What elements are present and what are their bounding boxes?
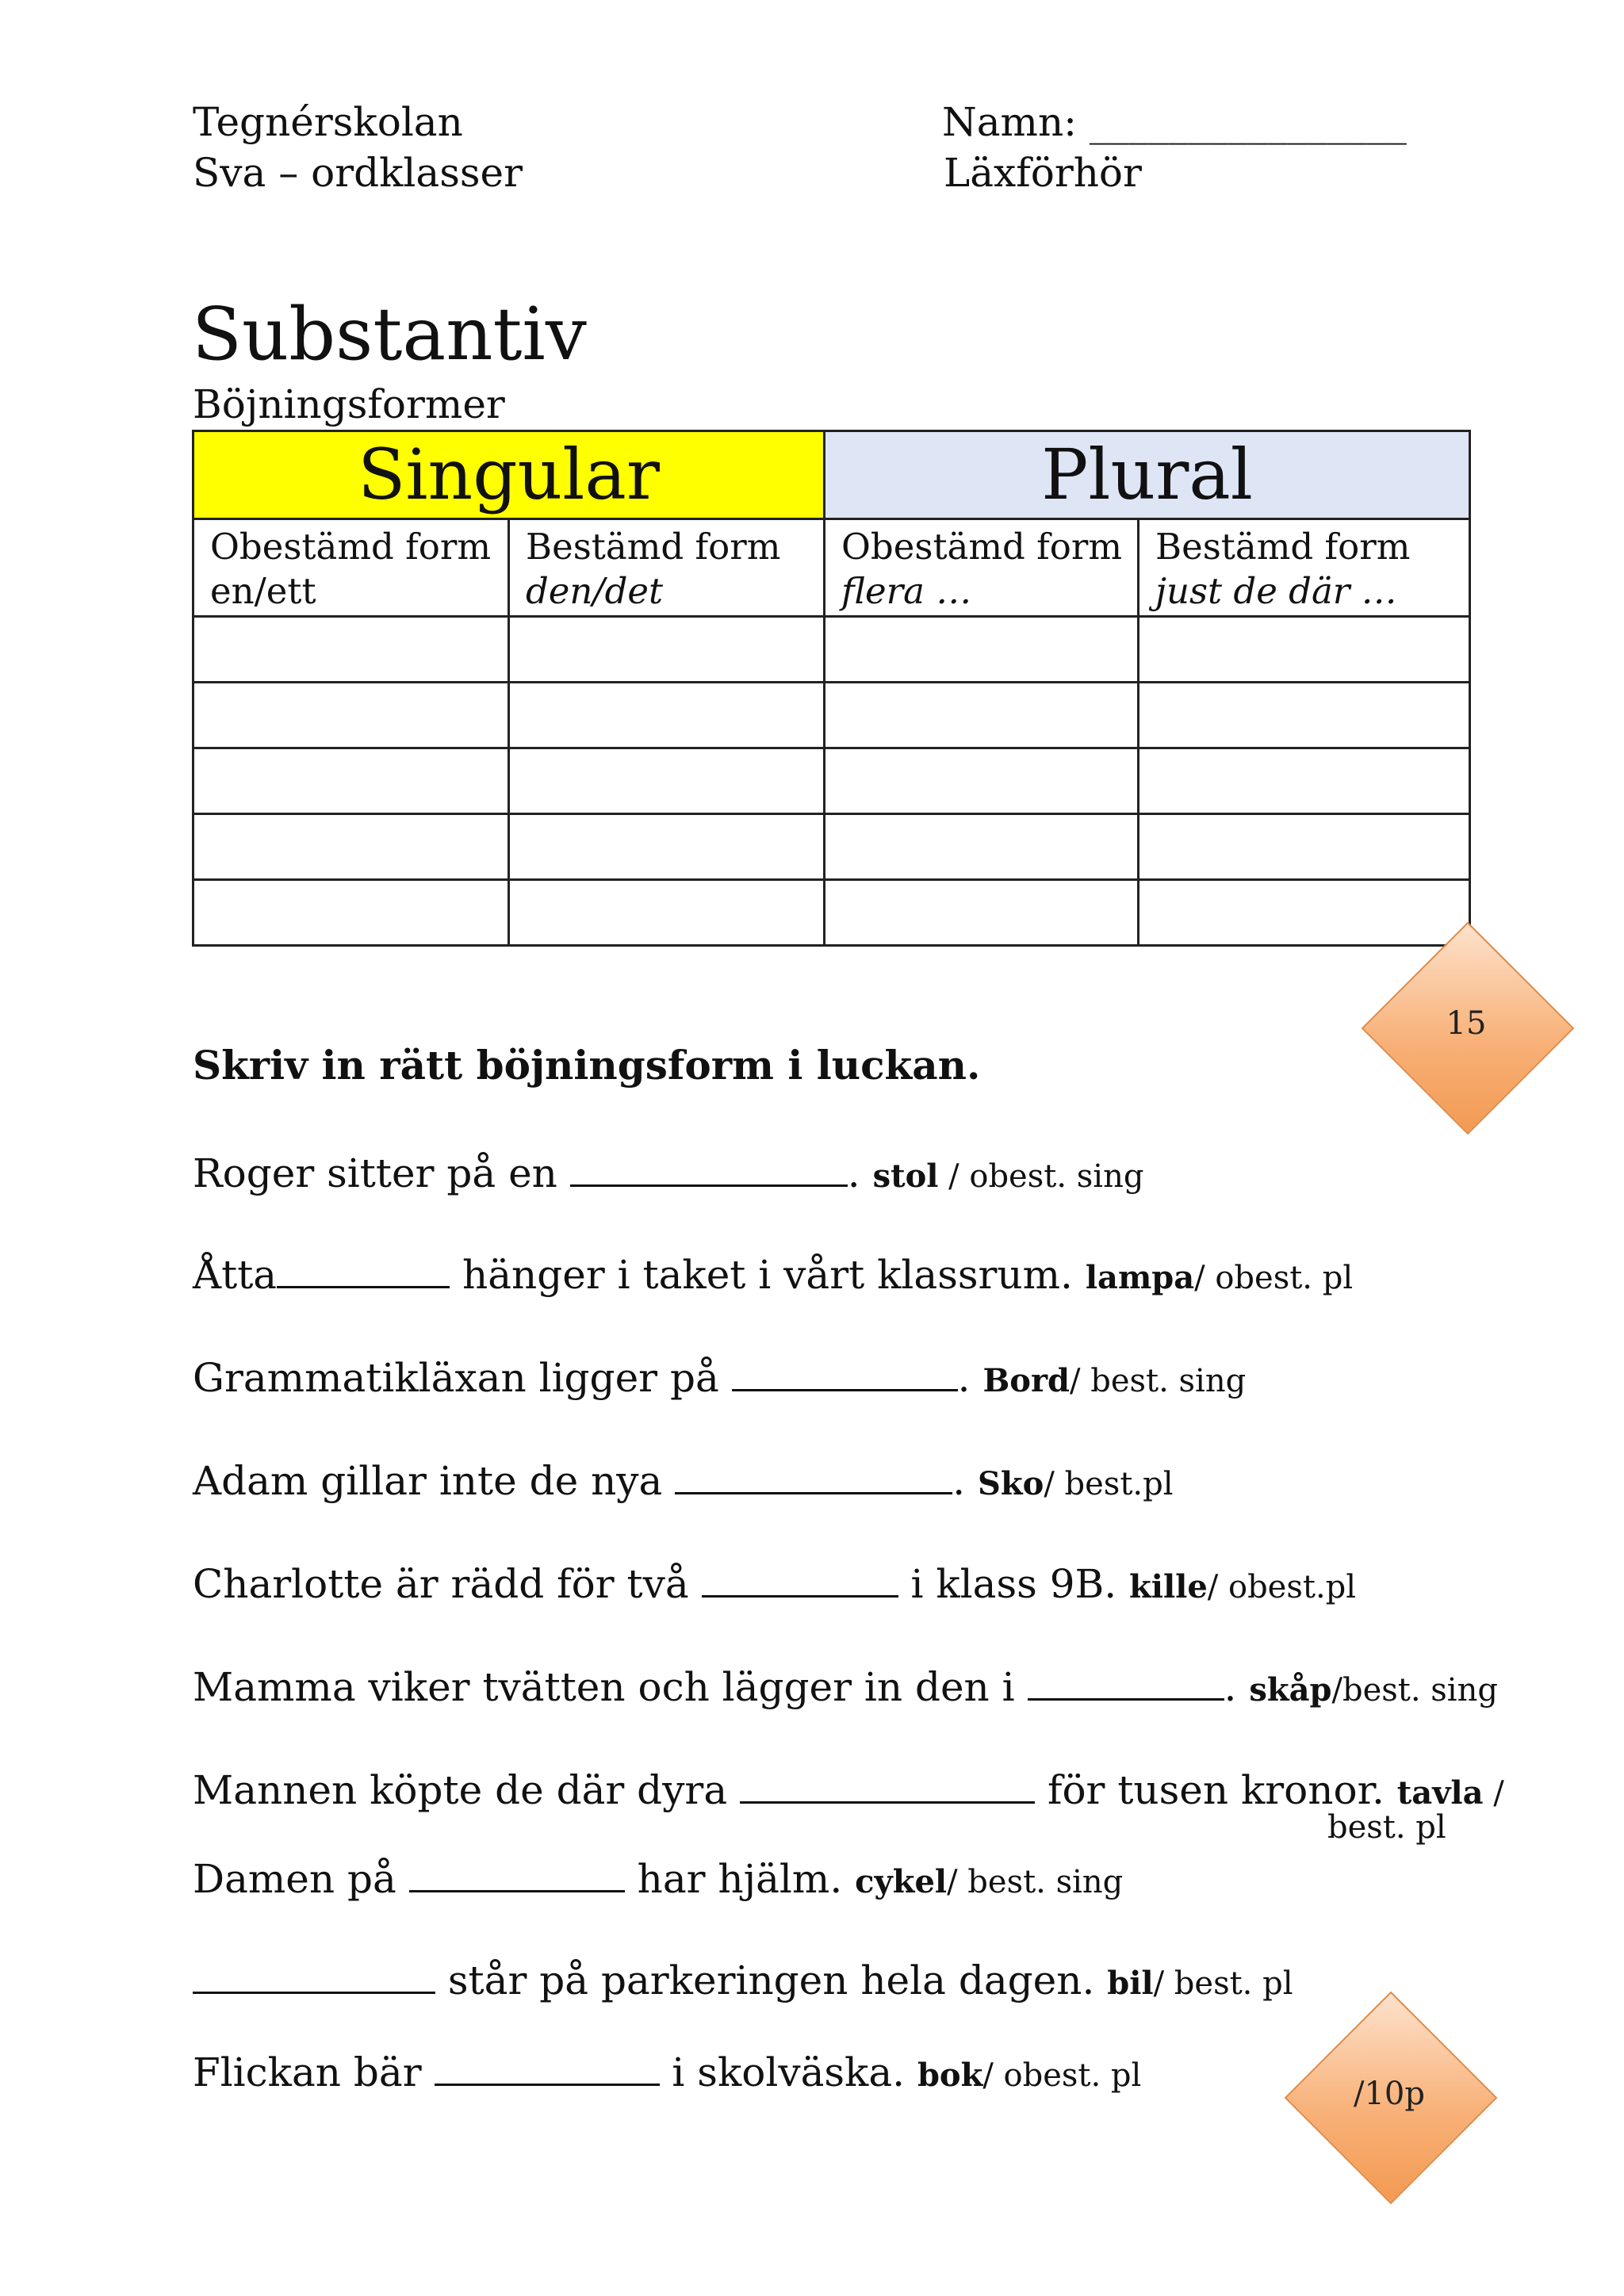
base-word: tavla xyxy=(1396,1774,1484,1812)
target-form-continued: best. pl xyxy=(1327,1809,1446,1846)
col-header-hint: en/ett xyxy=(210,570,316,612)
school-name: Tegnérskolan xyxy=(193,99,463,145)
inflection-table xyxy=(192,430,1471,947)
sentence-end: . xyxy=(957,1355,971,1401)
target-form: /best. sing xyxy=(1331,1672,1498,1709)
exercise-sentence xyxy=(193,1148,1143,1200)
sentence-end: i skolväska. xyxy=(659,2049,917,2095)
target-form: / xyxy=(1483,1775,1504,1812)
answer-cell[interactable] xyxy=(193,814,509,880)
table-row xyxy=(193,748,1470,814)
answer-cell[interactable] xyxy=(1139,748,1470,814)
col-header-title: Obestämd form xyxy=(841,526,1123,568)
sentence-start: Mamma viker tvätten och lägger in den i xyxy=(193,1664,1028,1710)
sentence-start: Roger sitter på en xyxy=(193,1150,570,1196)
base-word: bil xyxy=(1107,1965,1154,2002)
base-word: bok xyxy=(917,2057,983,2094)
col-header-title: Obestämd form xyxy=(210,526,492,568)
exercise-sentence xyxy=(193,1249,1353,1302)
answer-cell[interactable] xyxy=(509,880,825,946)
sentence-start: Grammatikläxan ligger på xyxy=(193,1355,732,1401)
answer-blank[interactable] xyxy=(570,1148,848,1187)
answer-cell[interactable] xyxy=(825,617,1139,683)
exercise-sentence xyxy=(193,1955,1293,2007)
sentence-end: för tusen kronor. xyxy=(1035,1767,1397,1813)
answer-cell[interactable] xyxy=(509,814,825,880)
answer-cell[interactable] xyxy=(1139,814,1470,880)
answer-blank[interactable] xyxy=(702,1559,898,1598)
base-word: Bord xyxy=(982,1362,1071,1399)
sentence-end: hänger i taket i vårt klassrum. xyxy=(450,1252,1086,1298)
col-header-title: Bestämd form xyxy=(1155,526,1411,568)
col-header-title: Bestämd form xyxy=(526,526,781,568)
answer-cell[interactable] xyxy=(1139,617,1470,683)
sentence-start: Charlotte är rädd för två xyxy=(193,1561,702,1607)
base-word: skåp xyxy=(1249,1671,1332,1709)
base-word: Sko xyxy=(978,1465,1044,1502)
sentence-start: Damen på xyxy=(193,1856,409,1902)
base-word: lampa xyxy=(1085,1259,1195,1296)
table-row xyxy=(193,617,1470,683)
answer-cell[interactable] xyxy=(1139,683,1470,748)
answer-blank[interactable] xyxy=(277,1249,450,1288)
sentence-start: Flickan bär xyxy=(193,2049,435,2095)
exercise-sentence xyxy=(193,1662,1498,1714)
col-header-hint: flera … xyxy=(841,570,972,612)
table-row xyxy=(193,683,1470,748)
page-subtitle: Böjningsformer xyxy=(193,381,505,427)
table-column-header-row xyxy=(193,519,1470,617)
name-field-label: Namn: ________________ xyxy=(942,99,1407,145)
sentence-end: står på parkeringen hela dagen. xyxy=(435,1957,1108,2003)
sentence-start: Åtta xyxy=(193,1252,278,1298)
table-row xyxy=(193,880,1470,946)
col-header-hint: just de där … xyxy=(1155,570,1397,612)
base-word: stol xyxy=(872,1158,939,1195)
target-form: / best. sing xyxy=(1070,1363,1247,1399)
answer-cell[interactable] xyxy=(509,748,825,814)
singular-header: Singular xyxy=(193,431,825,519)
base-word: kille xyxy=(1129,1568,1208,1605)
answer-blank[interactable] xyxy=(193,1955,435,1994)
base-word: cykel xyxy=(855,1863,948,1900)
sentence-end: har hjälm. xyxy=(624,1856,856,1902)
col-header-hint: den/det xyxy=(526,570,664,612)
answer-cell[interactable] xyxy=(509,683,825,748)
answer-cell[interactable] xyxy=(1139,880,1470,946)
sentence-end: i klass 9B. xyxy=(898,1561,1130,1607)
answer-cell[interactable] xyxy=(193,617,509,683)
course-name: Sva – ordklasser xyxy=(193,150,523,196)
exercise-sentence xyxy=(193,1765,1504,1817)
page-title: Substantiv xyxy=(192,292,587,377)
target-form: / obest.pl xyxy=(1207,1569,1357,1605)
exercise-sentence xyxy=(193,1456,1174,1508)
exercise-sentence xyxy=(193,1353,1246,1405)
answer-cell[interactable] xyxy=(193,748,509,814)
answer-cell[interactable] xyxy=(509,617,825,683)
answer-cell[interactable] xyxy=(825,683,1139,748)
answer-cell[interactable] xyxy=(193,880,509,946)
score-badge-bottom-label: /10p xyxy=(1354,2076,1425,2112)
plural-header: Plural xyxy=(825,431,1470,519)
col-header-indef-sing xyxy=(193,519,509,617)
sentence-start: Mannen köpte de där dyra xyxy=(193,1767,741,1813)
table-group-row xyxy=(193,431,1470,519)
target-form: / obest. pl xyxy=(1194,1260,1354,1296)
answer-blank[interactable] xyxy=(740,1765,1035,1804)
answer-blank[interactable] xyxy=(675,1456,952,1494)
answer-cell[interactable] xyxy=(825,814,1139,880)
sentence-start: Adam gillar inte de nya xyxy=(193,1458,676,1504)
instruction-heading: Skriv in rätt böjningsform i luckan. xyxy=(193,1042,981,1089)
target-form: / best. pl xyxy=(1153,1965,1293,2002)
answer-blank[interactable] xyxy=(732,1353,958,1391)
col-header-def-sing xyxy=(509,519,825,617)
exercise-sentence xyxy=(193,1854,1123,1906)
exercise-sentence xyxy=(193,2047,1141,2099)
target-form: / obest. pl xyxy=(982,2057,1142,2094)
answer-cell[interactable] xyxy=(193,683,509,748)
sentence-end: . xyxy=(1224,1664,1237,1710)
table-row xyxy=(193,814,1470,880)
test-type: Läxförhör xyxy=(944,150,1142,196)
col-header-indef-plur xyxy=(825,519,1139,617)
answer-cell[interactable] xyxy=(825,748,1139,814)
target-form: / obest. sing xyxy=(938,1158,1144,1195)
sentence-end: . xyxy=(952,1458,966,1504)
target-form: / best.pl xyxy=(1044,1466,1174,1502)
target-form: / best. sing xyxy=(947,1864,1124,1900)
sentence-end: . xyxy=(847,1150,860,1196)
exercise-sentence xyxy=(193,1559,1356,1611)
col-header-def-plur xyxy=(1139,519,1470,617)
answer-blank[interactable] xyxy=(409,1854,625,1892)
answer-blank[interactable] xyxy=(435,2047,660,2086)
answer-cell[interactable] xyxy=(825,880,1139,946)
score-badge-top-label: 15 xyxy=(1446,1005,1487,1042)
answer-blank[interactable] xyxy=(1028,1662,1224,1701)
